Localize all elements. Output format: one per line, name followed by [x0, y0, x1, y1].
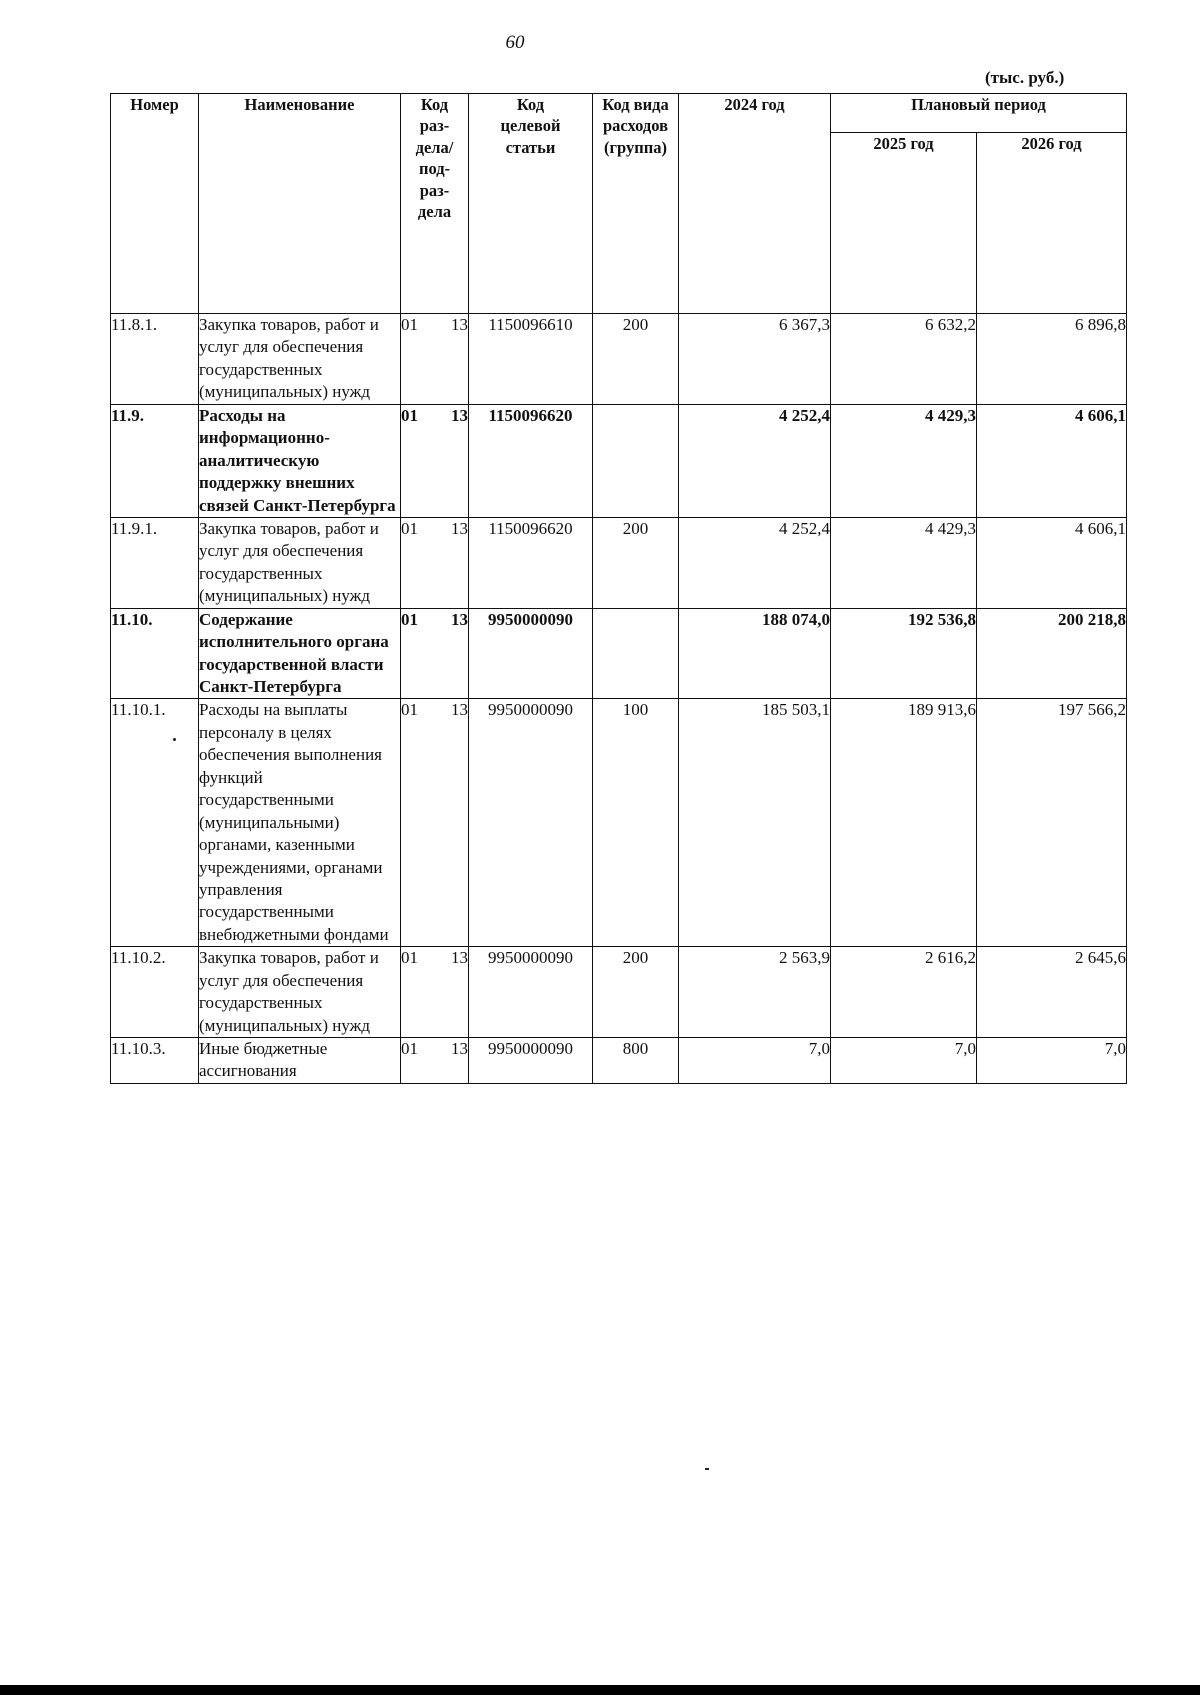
row-value-2024: 2 563,9 — [679, 947, 831, 1038]
header-plan-period: Плановый период — [831, 94, 1127, 133]
row-number: 11.8.1. — [111, 314, 199, 405]
header-razdel-line: дела/ — [415, 137, 454, 157]
razdel-code: 01 — [401, 518, 418, 538]
row-number: 11.9. — [111, 404, 199, 517]
table-row — [111, 947, 1127, 1038]
row-value-2026: 6 896,8 — [977, 314, 1127, 405]
table-body — [111, 314, 1127, 1084]
row-value-2026: 2 645,6 — [977, 947, 1127, 1038]
row-kvr-code: 200 — [593, 314, 679, 405]
razdel-subrazdel — [401, 518, 468, 540]
row-value-2026: 197 566,2 — [977, 699, 1127, 947]
table-row — [111, 404, 1127, 517]
razdel-subrazdel — [401, 405, 468, 427]
row-name: Закупка товаров, работ и услуг для обеспечения государственных (муниципальных) нужд — [199, 314, 401, 405]
razdel-code: 01 — [401, 700, 418, 720]
razdel-code: 01 — [401, 1039, 418, 1058]
header-razdel-line: раз- — [419, 180, 450, 200]
razdel-subrazdel — [401, 699, 468, 721]
razdel-subrazdel — [401, 609, 468, 631]
table-header-row — [111, 94, 1127, 133]
row-name: Закупка товаров, работ и услуг для обеспечения государственных (муниципальных) нужд — [199, 517, 401, 608]
row-razdel-code — [401, 699, 469, 947]
header-target — [469, 94, 593, 314]
row-value-2024: 4 252,4 — [679, 404, 831, 517]
row-target-code: 9950000090 — [469, 699, 593, 947]
row-target-code: 1150096620 — [469, 517, 593, 608]
row-value-2024: 188 074,0 — [679, 608, 831, 699]
row-razdel-code — [401, 517, 469, 608]
header-target-line: Код — [516, 95, 545, 114]
scan-border — [0, 1685, 1200, 1695]
row-value-2024: 4 252,4 — [679, 517, 831, 608]
row-kvr-code — [593, 404, 679, 517]
row-kvr-code — [593, 608, 679, 699]
header-2025: 2025 год — [831, 133, 977, 314]
budget-table — [110, 93, 1127, 1084]
row-value-2025: 192 536,8 — [831, 608, 977, 699]
row-value-2025: 7,0 — [831, 1038, 977, 1084]
row-kvr-code: 200 — [593, 517, 679, 608]
scan-speck — [173, 738, 176, 741]
header-razdel — [401, 94, 469, 314]
subrazdel-code: 13 — [451, 948, 468, 968]
row-name: Закупка товаров, работ и услуг для обеспечения государственных (муниципальных) нужд — [199, 947, 401, 1038]
header-kvr-line: (группа) — [604, 137, 667, 157]
row-value-2025: 4 429,3 — [831, 517, 977, 608]
row-number: 11.10. — [111, 608, 199, 699]
row-value-2024: 6 367,3 — [679, 314, 831, 405]
row-value-2026: 4 606,1 — [977, 517, 1127, 608]
row-target-code: 1150096610 — [469, 314, 593, 405]
row-razdel-code — [401, 608, 469, 699]
razdel-code: 01 — [401, 405, 418, 425]
row-number: 11.10.3. — [111, 1038, 199, 1084]
subrazdel-code: 13 — [451, 315, 468, 334]
table-row — [111, 517, 1127, 608]
scan-mark — [705, 1468, 709, 1470]
row-value-2024: 185 503,1 — [679, 699, 831, 947]
row-value-2025: 189 913,6 — [831, 699, 977, 947]
subrazdel-code: 13 — [451, 700, 468, 720]
row-razdel-code — [401, 314, 469, 405]
row-number: 11.9.1. — [111, 517, 199, 608]
razdel-subrazdel — [401, 947, 468, 969]
row-razdel-code — [401, 947, 469, 1038]
razdel-subrazdel — [401, 314, 468, 336]
table-row — [111, 608, 1127, 699]
header-kvr — [593, 94, 679, 314]
header-razdel-line: дела — [417, 202, 452, 222]
razdel-code: 01 — [401, 315, 418, 334]
row-name: Расходы на информационно-аналитическую поддержку внешних связей Санкт-Петербурга — [199, 404, 401, 517]
row-razdel-code — [401, 1038, 469, 1084]
razdel-code: 01 — [401, 609, 418, 629]
subrazdel-code: 13 — [451, 1039, 468, 1058]
header-razdel-line: Код — [420, 95, 449, 114]
table-row — [111, 314, 1127, 405]
row-razdel-code — [401, 404, 469, 517]
table-row — [111, 699, 1127, 947]
razdel-code: 01 — [401, 948, 418, 968]
subrazdel-code: 13 — [451, 518, 468, 538]
row-value-2025: 6 632,2 — [831, 314, 977, 405]
page-number: 60 — [505, 32, 525, 53]
header-target-line: статьи — [505, 137, 556, 157]
row-target-code: 9950000090 — [469, 608, 593, 699]
row-target-code: 9950000090 — [469, 947, 593, 1038]
row-kvr-code: 200 — [593, 947, 679, 1038]
header-2024: 2024 год — [679, 94, 831, 314]
row-value-2026: 4 606,1 — [977, 404, 1127, 517]
header-2026: 2026 год — [977, 133, 1127, 314]
header-number: Номер — [111, 94, 199, 314]
row-target-code: 1150096620 — [469, 404, 593, 517]
row-name: Содержание исполнительного органа государственной власти Санкт-Петербурга — [199, 608, 401, 699]
subrazdel-code: 13 — [451, 405, 468, 425]
row-name: Иные бюджетные ассигнования — [199, 1038, 401, 1084]
row-number: 11.10.1. — [111, 699, 199, 947]
header-kvr-line: расходов — [602, 116, 669, 136]
row-value-2025: 2 616,2 — [831, 947, 977, 1038]
header-razdel-line: под- — [418, 159, 451, 179]
razdel-subrazdel — [401, 1038, 468, 1060]
subrazdel-code: 13 — [451, 609, 468, 629]
row-value-2026: 7,0 — [977, 1038, 1127, 1084]
header-razdel-line: раз- — [419, 116, 450, 136]
row-value-2025: 4 429,3 — [831, 404, 977, 517]
row-kvr-code: 100 — [593, 699, 679, 947]
header-kvr-line: Код вида — [602, 95, 669, 114]
row-target-code: 9950000090 — [469, 1038, 593, 1084]
row-value-2024: 7,0 — [679, 1038, 831, 1084]
row-kvr-code: 800 — [593, 1038, 679, 1084]
row-name: Расходы на выплаты персоналу в целях обеспечения выполнения функций государственными (муниципальными) органами, казенными учреждениями, органами управления государственными внебюджетными фондами — [199, 699, 401, 947]
header-name: Наименование — [199, 94, 401, 314]
row-value-2026: 200 218,8 — [977, 608, 1127, 699]
unit-note: (тыс. руб.) — [985, 68, 1065, 87]
header-target-line: целевой — [500, 116, 561, 136]
row-number: 11.10.2. — [111, 947, 199, 1038]
table-row — [111, 1038, 1127, 1084]
